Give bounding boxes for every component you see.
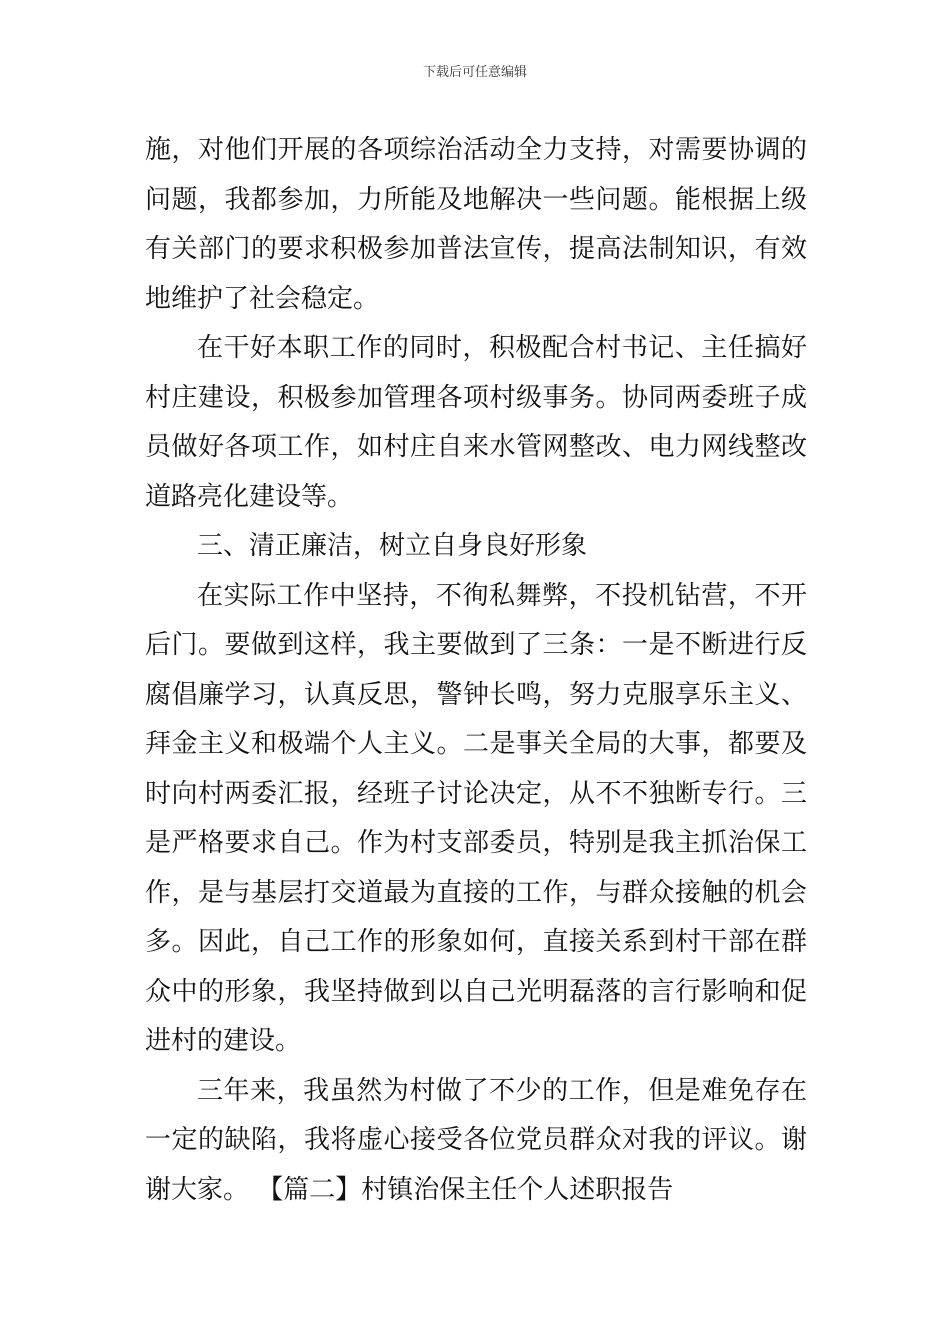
paragraph-integrity-details: 在实际工作中坚持，不徇私舞弊，不投机钻营，不开后门。要做到这样，我主要做到了三条：一是不断进行反腐倡廉学习，认真反思，警钟长鸣，努力克服享乐主义、拜金主义和极端个人主义。二是事关全局的大事，都要及时向村两委汇报，经班子讨论决定，从不不独断专行。三是严格要求自己。作为村支部委员，特别是我主抓治保工作，是与基层打交道最为直接的工作，与群众接触的机会多。因此，自己工作的形象如何，直接关系到村干部在群众中的形象，我坚持做到以自己光明磊落的言行影响和促进村的建设。	[145, 580, 807, 1056]
paragraph-closing: 三年来，我虽然为村做了不少的工作，但是难免存在一定的缺陷，我将虚心接受各位党员群众对我的评议。谢谢大家。 【篇二】村镇治保主任个人述职报告	[145, 1075, 807, 1205]
document-body	[145, 126, 807, 1215]
section-heading-integrity: 三、清正廉洁，树立自身良好形象	[197, 531, 588, 561]
page-header: 下载后可任意编辑	[422, 65, 527, 80]
paragraph-continuation: 施，对他们开展的各项综治活动全力支持，对需要协调的问题，我都参加，力所能及地解决一些问题。能根据上级有关部门的要求积极参加普法宣传，提高法制知识，有效地维护了社会稳定。	[145, 135, 807, 314]
paragraph-village-construction: 在干好本职工作的同时，积极配合村书记、主任搞好村庄建设，积极参加管理各项村级事务。协同两委班子成员做好各项工作，如村庄自来水管网整改、电力网线整改道路亮化建设等。	[145, 333, 807, 512]
